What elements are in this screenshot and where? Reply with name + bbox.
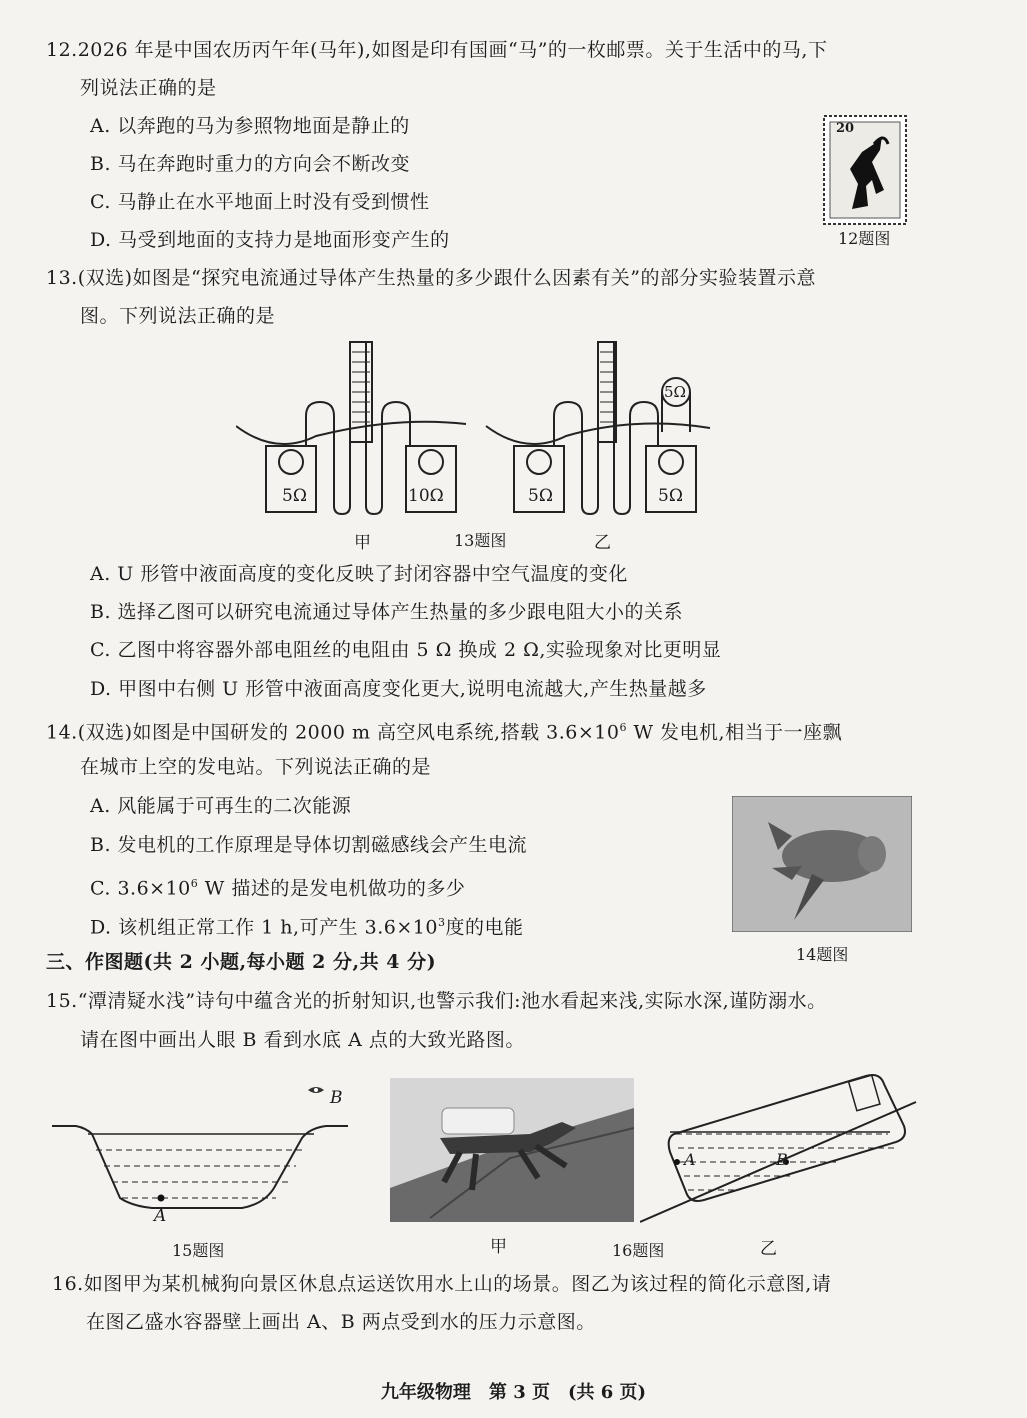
airborne-wind-turbine-photo [732, 796, 912, 932]
q12-option-d: D. 马受到地面的支持力是地面形变产生的 [90, 229, 450, 251]
q16-stem-line2: 在图乙盛水容器壁上画出 A、B 两点受到水的压力示意图。 [86, 1311, 596, 1333]
jia-left-resistor: 5Ω [282, 486, 307, 506]
q16-label-a: A [684, 1150, 696, 1169]
q16-stem-line1: 16.如图甲为某机械狗向景区休息点运送饮用水上山的场景。图乙为该过程的简化示意图,请 [52, 1273, 832, 1295]
q13-label-yi: 乙 [594, 533, 611, 553]
incline-water-container-diagram [640, 1062, 920, 1226]
q15-caption: 15题图 [172, 1241, 225, 1260]
q13-option-c: C. 乙图中将容器外部电阻丝的电阻由 5 Ω 换成 2 Ω,实验现象对比更明显 [90, 639, 722, 661]
q15-stem-line2: 请在图中画出人眼 B 看到水底 A 点的大致光路图。 [80, 1029, 525, 1051]
q12-option-b: B. 马在奔跑时重力的方向会不断改变 [90, 153, 411, 175]
yi-right-resistor: 5Ω [658, 486, 683, 506]
q14-stem-line2: 在城市上空的发电站。下列说法正确的是 [80, 756, 432, 778]
q14-option-b: B. 发电机的工作原理是导体切割磁感线会产生电流 [90, 834, 528, 856]
q16-label-yi: 乙 [760, 1239, 777, 1259]
section-3-heading: 三、作图题(共 2 小题,每小题 2 分,共 4 分) [46, 951, 437, 973]
q14-option-c: C. $3.6\times 10^6$ W 描述的是发电机做功的多少 [90, 877, 466, 900]
q13-apparatus-figure [236, 336, 716, 518]
q13-stem-line2: 图。下列说法正确的是 [80, 305, 276, 327]
q12-option-c: C. 马静止在水平地面上时没有受到惯性 [90, 191, 430, 213]
q12-caption: 12题图 [838, 229, 891, 248]
q16-label-b: B [776, 1150, 788, 1169]
q13-option-b: B. 选择乙图可以研究电流通过导体产生热量的多少跟电阻大小的关系 [90, 601, 684, 623]
q12-stem-line2: 列说法正确的是 [80, 77, 217, 99]
page-footer: 九年级物理 第 3 页 (共 6 页) [380, 1382, 647, 1403]
q12-stem-line1: 12.2026 年是中国农历丙午年(马年),如图是印有国画“马”的一枚邮票。关于生活中的马,下 [46, 39, 828, 61]
q14-option-a: A. 风能属于可再生的二次能源 [90, 795, 352, 817]
q13-stem-line1: 13.(双选)如图是“探究电流通过导体产生热量的多少跟什么因素有关”的部分实验装置示意 [46, 267, 816, 289]
q12-option-a: A. 以奔跑的马为参照物地面是静止的 [90, 115, 410, 137]
q14-stem-line1: 14.(双选)如图是中国研发的 2000 m 高空风电系统,搭载 $3.6\times 10^6$ W 发电机,相当于一座飘 [46, 721, 843, 744]
q13-caption: 13题图 [454, 531, 507, 550]
pond-diagram [52, 1078, 352, 1228]
horse-stamp-figure [822, 114, 908, 226]
robot-dog-photo [390, 1078, 634, 1222]
yi-outer-resistor: 5Ω [664, 383, 686, 401]
q13-option-d: D. 甲图中右侧 U 形管中液面高度变化更大,说明电流越大,产生热量越多 [90, 678, 707, 700]
q16-label-jia: 甲 [490, 1237, 507, 1257]
q13-label-jia: 甲 [354, 533, 371, 553]
q15-label-b: B [330, 1088, 343, 1108]
q16-caption: 16题图 [612, 1241, 665, 1260]
q14-option-d: D. 该机组正常工作 1 h,可产生 $3.6\times 10^3$度的电能 [90, 916, 524, 939]
jia-right-resistor: 10Ω [408, 486, 444, 506]
q15-label-a: A [154, 1206, 167, 1226]
q14-caption: 14题图 [796, 945, 849, 964]
q13-option-a: A. U 形管中液面高度的变化反映了封闭容器中空气温度的变化 [90, 563, 628, 585]
stamp-value: 20 [836, 121, 855, 136]
yi-left-resistor: 5Ω [528, 486, 553, 506]
q15-stem-line1: 15.“潭清疑水浅”诗句中蕴含光的折射知识,也警示我们:池水看起来浅,实际水深,谨防溺水。 [46, 990, 827, 1012]
